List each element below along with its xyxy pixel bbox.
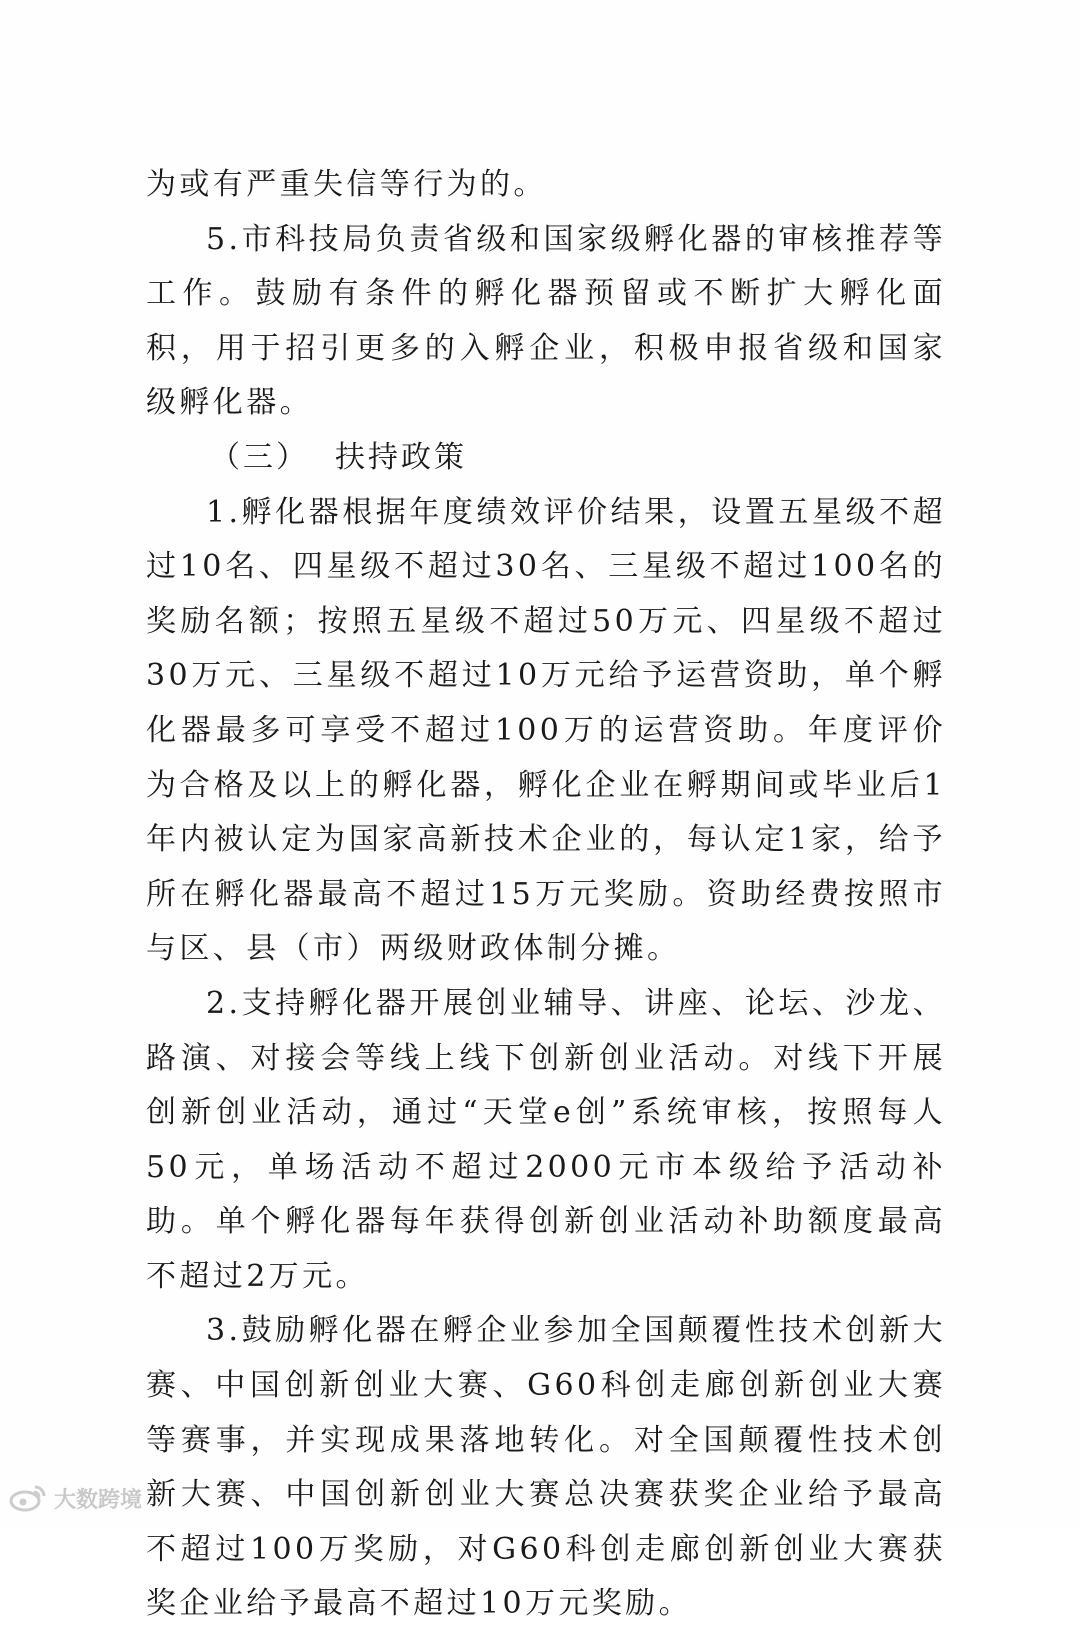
watermark-text: 大数跨境 [54, 1487, 143, 1513]
paragraph-item-5: 5.市科技局负责省级和国家级孵化器的审核推荐等工作。鼓励有条件的孵化器预留或不断扩大孵化面积，用于招引更多的入孵企业，积极申报省级和国家级孵化器。 [146, 221, 946, 421]
section-heading [146, 431, 946, 486]
policy-item-1: 1.孵化器根据年度绩效评价结果，设置五星级不超过10名、四星级不超过30名、三星级不超过100名的奖励名额；按照五星级不超过50万元、四星级不超过30万元、三星级不超过10万元给予运营资助，单个孵化器最多可享受不超过100万的运营资助。年度评价为合格及以上的孵化器，孵化企业在孵期间或毕业后1年内被认定为国家高新技术企业的，每认定1家，给予所在孵化器最高不超过15万元奖励。资助经费按照市与区、县（市）两级财政体制分摊。 [146, 494, 946, 967]
section-heading-label: （三） [210, 439, 309, 475]
weibo-logo-icon [8, 1483, 48, 1513]
paragraph-continuation: 为或有严重失信等行为的。 [146, 167, 547, 202]
policy-item-3: 3.鼓励孵化器在孵企业参加全国颠覆性技术创新大赛、中国创新创业大赛、G60科创走廊创新创业大赛等赛事，并实现成果落地转化。对全国颠覆性技术创新大赛、中国创新创业大赛总决赛获奖企业给予最高不超过100万奖励，对G60科创走廊创新创业大赛获奖企业给予最高不超过10万元奖励。 [146, 1313, 946, 1622]
watermark [8, 1480, 142, 1516]
document-body [146, 158, 946, 1632]
section-heading-title: 扶持政策 [335, 439, 467, 475]
policy-item-2: 2.支持孵化器开展创业辅导、讲座、论坛、沙龙、路演、对接会等线上线下创新创业活动。对线下开展创新创业活动，通过“天堂e创”系统审核，按照每人50元，单场活动不超过2000元市本级给予活动补助。单个孵化器每年获得创新创业活动补助额度最高不超过2万元。 [146, 985, 946, 1294]
